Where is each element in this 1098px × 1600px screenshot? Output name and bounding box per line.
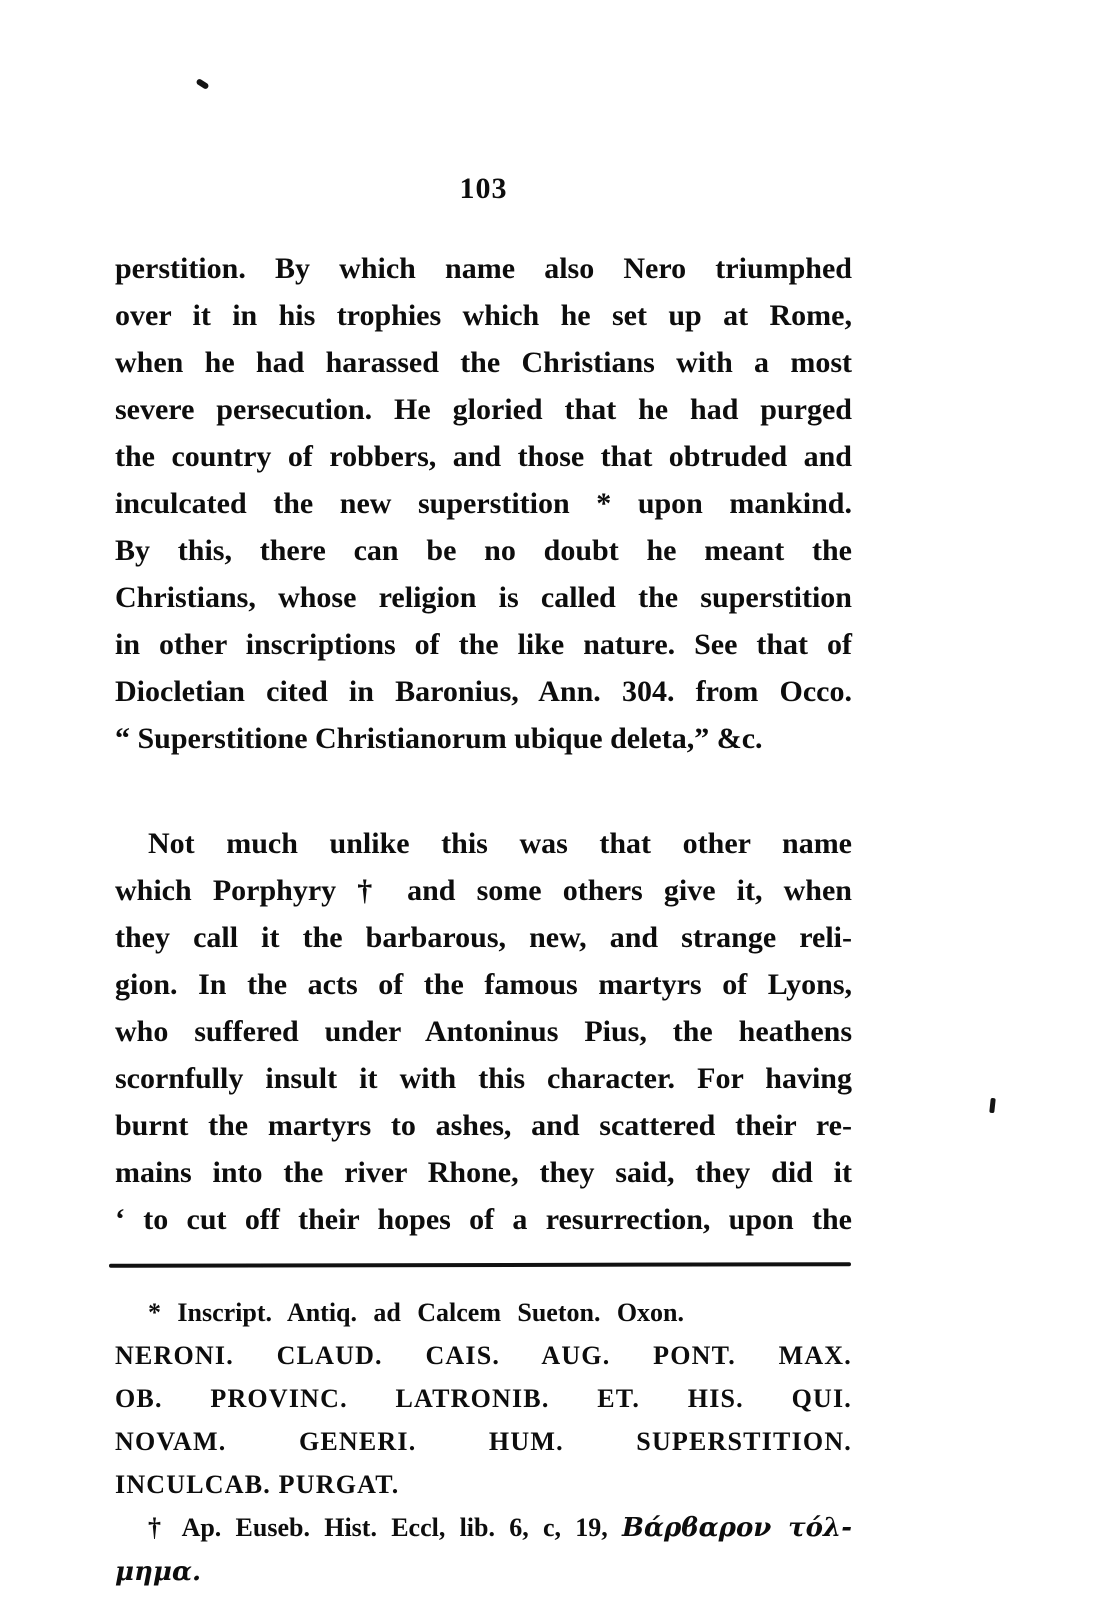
line-text: Not much unlike this was that other name xyxy=(148,827,852,860)
line-text: in other inscriptions of the like nature. See that of xyxy=(115,628,852,661)
line-text: perstition. By which name also Nero triumphed xyxy=(115,252,852,285)
text-line xyxy=(115,1334,852,1377)
line-text: burnt the martyrs to ashes, and scattered their re- xyxy=(115,1109,852,1142)
line-text: INCULCAB. PURGAT. xyxy=(115,1470,400,1499)
line-text: who suffered under Antoninus Pius, the heathens xyxy=(115,1015,852,1048)
line-text: gion. In the acts of the famous martyrs of Lyons, xyxy=(115,968,852,1001)
text-line xyxy=(115,1291,852,1334)
text-line xyxy=(115,715,852,762)
text-line xyxy=(115,867,852,914)
text-line xyxy=(115,574,852,621)
text-line xyxy=(115,1420,852,1463)
text-column xyxy=(115,0,852,1594)
text-line xyxy=(115,1196,852,1243)
text-line xyxy=(115,1463,852,1506)
text-line xyxy=(115,1550,852,1594)
line-text: ‘ to cut off their hopes of a resurrection, upon the xyxy=(115,1203,852,1236)
line-text: “ Superstitione Christianorum ubique deleta,” &c. xyxy=(115,722,763,755)
text-line xyxy=(115,1149,852,1196)
text-line xyxy=(115,480,852,527)
page-number: 103 xyxy=(459,172,508,205)
text-line xyxy=(115,914,852,961)
text-line xyxy=(115,527,852,574)
line-text: NERONI. CLAUD. CAIS. AUG. PONT. MAX. xyxy=(115,1341,852,1370)
greek-text: μημα. xyxy=(115,1557,202,1587)
line-text: severe persecution. He gloried that he had purged xyxy=(115,393,852,426)
footnote-divider xyxy=(109,1262,851,1268)
line-text: By this, there can be no doubt he meant the xyxy=(115,534,852,567)
text-line xyxy=(115,621,852,668)
text-line xyxy=(115,820,852,867)
footnotes-section xyxy=(115,1291,852,1594)
paragraph-nero-superstition xyxy=(115,245,852,762)
text-line xyxy=(115,1377,852,1420)
line-text: over it in his trophies which he set up at Rome, xyxy=(115,299,852,332)
line-text: † Ap. Euseb. Hist. Eccl, lib. 6, c, 19, xyxy=(148,1513,623,1542)
text-line xyxy=(115,1102,852,1149)
text-line xyxy=(115,1055,852,1102)
line-text: * Inscript. Antiq. ad Calcem Sueton. Oxon. xyxy=(148,1298,685,1327)
text-line xyxy=(115,433,852,480)
text-line xyxy=(115,1506,852,1550)
line-text: which Porphyry † and some others give it, when xyxy=(115,874,852,907)
text-line xyxy=(115,386,852,433)
paragraph-porphyry-martyrs xyxy=(115,820,852,1243)
text-line xyxy=(115,339,852,386)
line-text: they call it the barbarous, new, and strange reli- xyxy=(115,921,852,954)
ink-speck xyxy=(989,1098,996,1113)
text-line xyxy=(115,292,852,339)
text-line xyxy=(115,245,852,292)
line-text: inculcated the new superstition * upon mankind. xyxy=(115,487,852,520)
line-text: NOVAM. GENERI. HUM. SUPERSTITION. xyxy=(115,1427,852,1456)
greek-text: Βάρϐαρον τόλ- xyxy=(622,1513,852,1543)
line-text: OB. PROVINC. LATRONIB. ET. HIS. QUI. xyxy=(115,1384,852,1413)
line-text: Christians, whose religion is called the superstition xyxy=(115,581,852,614)
text-line xyxy=(115,961,852,1008)
line-text: Diocletian cited in Baronius, Ann. 304. from Occo. xyxy=(115,675,852,708)
line-text: mains into the river Rhone, they said, they did it xyxy=(115,1156,852,1189)
text-line xyxy=(115,668,852,715)
line-text: the country of robbers, and those that obtruded and xyxy=(115,440,852,473)
line-text: when he had harassed the Christians with a most xyxy=(115,346,852,379)
text-line xyxy=(115,1008,852,1055)
line-text: scornfully insult it with this character. For having xyxy=(115,1062,852,1095)
